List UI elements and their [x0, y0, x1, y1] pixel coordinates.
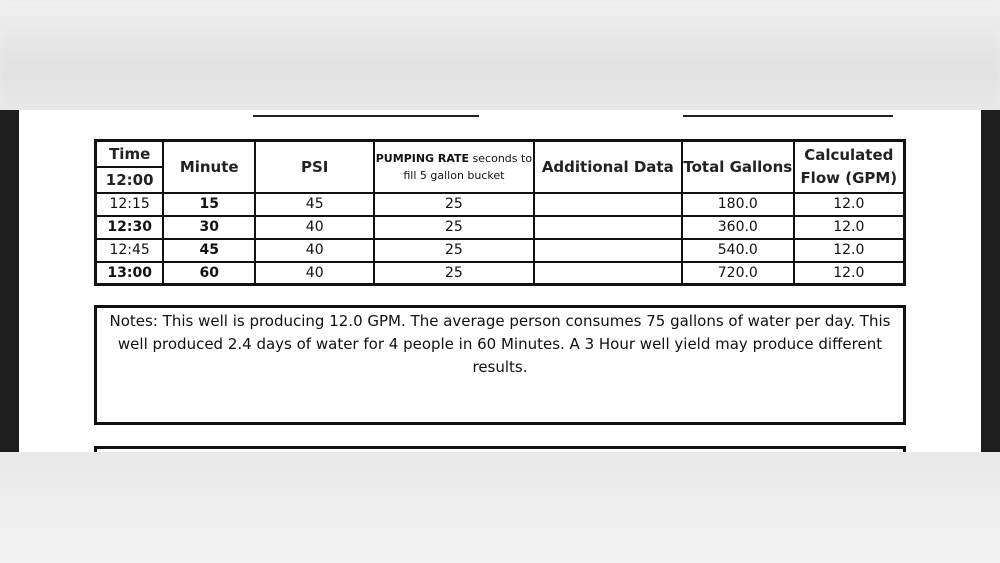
cell-rate: 25 — [374, 262, 533, 285]
cell-time: 13:00 — [96, 262, 164, 285]
header-additional: Additional Data — [534, 141, 683, 193]
header-pumping-bold: PUMPING RATE — [375, 151, 470, 165]
cell-total: 720.0 — [682, 262, 794, 285]
cell-time: 12:45 — [96, 239, 164, 262]
cell-additional — [534, 193, 683, 216]
cell-psi: 40 — [255, 216, 374, 239]
header-minute: Minute — [163, 141, 255, 193]
well-yield-table — [94, 139, 906, 286]
cell-minute: 45 — [163, 239, 255, 262]
cell-time: 12:30 — [96, 216, 164, 239]
cell-minute: 15 — [163, 193, 255, 216]
cell-rate: 25 — [374, 216, 533, 239]
header-pumping-rate — [374, 141, 533, 193]
cell-flow: 12.0 — [794, 262, 905, 285]
cell-minute: 60 — [163, 262, 255, 285]
signature-line — [253, 115, 479, 117]
cell-additional — [534, 216, 683, 239]
cell-rate: 25 — [374, 193, 533, 216]
cell-psi: 40 — [255, 262, 374, 285]
table-row — [96, 216, 905, 239]
cell-time: 12:15 — [96, 193, 164, 216]
cell-flow: 12.0 — [794, 216, 905, 239]
cell-additional — [534, 262, 683, 285]
date-line — [683, 115, 893, 117]
cell-total: 540.0 — [682, 239, 794, 262]
start-time: 12:00 — [96, 167, 164, 193]
cell-rate: 25 — [374, 239, 533, 262]
blurred-background-bottom — [0, 452, 1000, 563]
cell-flow: 12.0 — [794, 239, 905, 262]
table-row — [96, 262, 905, 285]
left-border — [0, 110, 19, 452]
cell-total: 360.0 — [682, 216, 794, 239]
blurred-background-top — [0, 0, 1000, 110]
header-pumping-rest: seconds to fill 5 gallon bucket — [403, 151, 533, 182]
right-border — [981, 110, 1000, 452]
cell-total: 180.0 — [682, 193, 794, 216]
table-row — [96, 193, 905, 216]
header-total-gallons: Total Gallons — [682, 141, 794, 193]
cell-minute: 30 — [163, 216, 255, 239]
header-flow: Calculated Flow (GPM) — [794, 141, 905, 193]
document-page — [19, 110, 981, 452]
cell-flow: 12.0 — [794, 193, 905, 216]
table-row — [96, 239, 905, 262]
next-section-box — [94, 446, 906, 452]
header-psi: PSI — [255, 141, 374, 193]
cell-psi: 45 — [255, 193, 374, 216]
header-time: Time — [96, 141, 164, 167]
cell-additional — [534, 239, 683, 262]
cell-psi: 40 — [255, 239, 374, 262]
notes-box: Notes: This well is producing 12.0 GPM. The average person consumes 75 gallons of water per day. This well produced 2.4 days of water for 4 people in 60 Minutes. A 3 Hour well yield may produce different results. — [94, 305, 906, 425]
